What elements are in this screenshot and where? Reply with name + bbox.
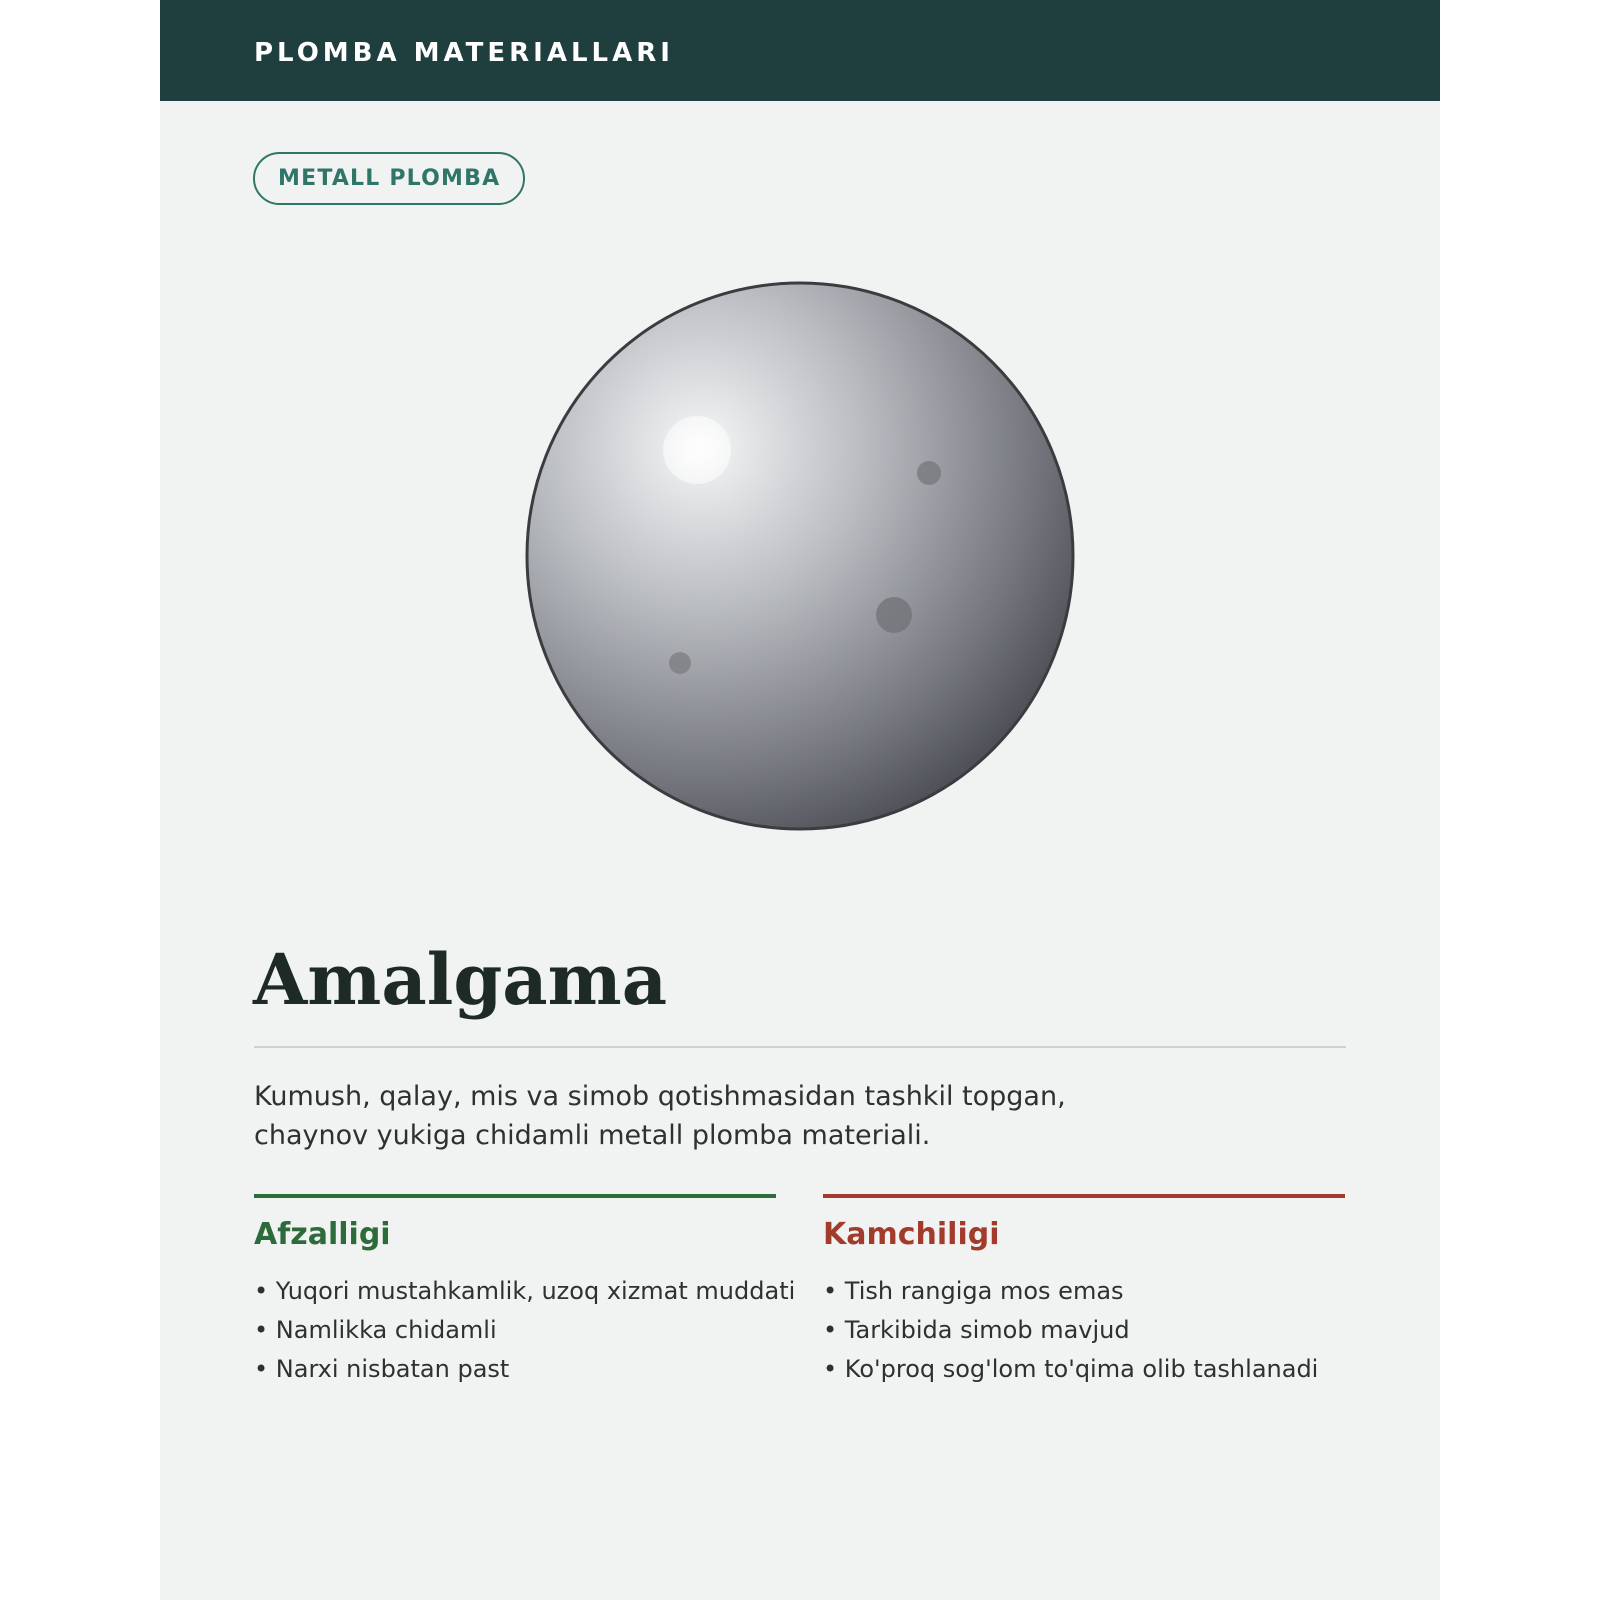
advantages-accent-bar (254, 1194, 776, 1198)
sphere-body (527, 283, 1073, 829)
advantages-list (254, 1272, 795, 1389)
advantages-heading: Afzalligi (254, 1217, 391, 1252)
disadvantages-list (823, 1272, 1318, 1389)
material-description (254, 1077, 1254, 1155)
sphere-speckle (917, 461, 941, 485)
disadvantages-accent-bar (823, 1194, 1345, 1198)
sphere-speckle (669, 652, 691, 674)
description-line: chaynov yukiga chidamli metall plomba materiali. (254, 1120, 931, 1151)
disadvantages-heading: Kamchiligi (823, 1217, 1000, 1252)
sphere-highlight (663, 416, 731, 484)
amalgam-filling-sphere-icon (520, 280, 1080, 840)
header-bar (160, 0, 1440, 101)
advantages-section (254, 1194, 796, 1383)
material-title: Amalgama (253, 938, 668, 1021)
disadvantage-item: • Ko'proq sog'lom to'qima olib tashlanadi (823, 1350, 1318, 1389)
material-card (160, 0, 1440, 1600)
advantage-item: • Narxi nisbatan past (254, 1350, 795, 1389)
disadvantage-item: • Tarkibida simob mavjud (823, 1311, 1318, 1350)
advantage-item: • Namlikka chidamli (254, 1311, 795, 1350)
header-title: PLOMBA MATERIALLARI (254, 38, 674, 68)
description-line: Kumush, qalay, mis va simob qotishmasidan tashkil topgan, (254, 1081, 1066, 1112)
sphere-speckle (876, 597, 912, 633)
sphere-svg (520, 280, 1080, 840)
title-divider (254, 1046, 1346, 1048)
category-badge: METALL PLOMBA (253, 152, 525, 205)
advantage-item: • Yuqori mustahkamlik, uzoq xizmat muddati (254, 1272, 795, 1311)
disadvantages-section (823, 1194, 1345, 1383)
disadvantage-item: • Tish rangiga mos emas (823, 1272, 1318, 1311)
